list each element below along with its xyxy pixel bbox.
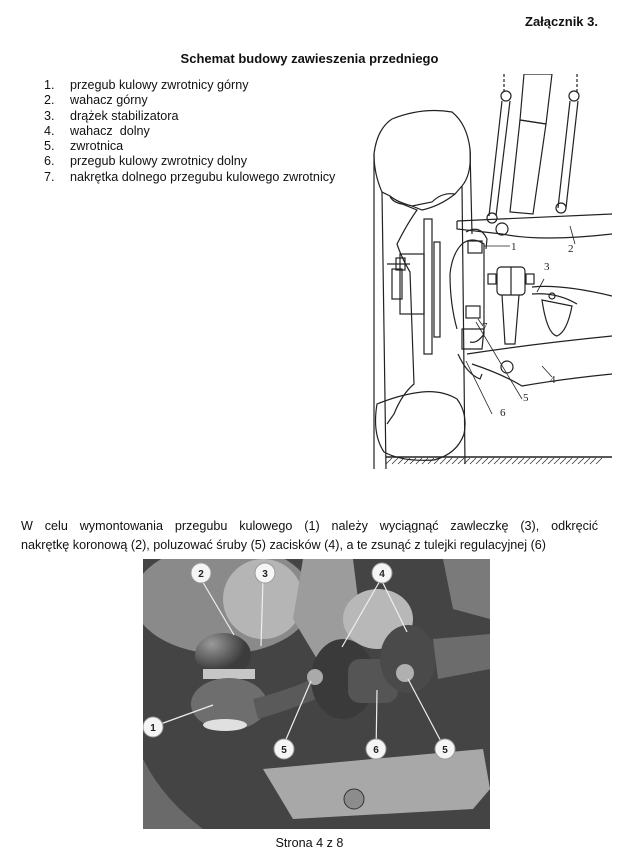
legend-item <box>44 139 335 154</box>
legend-number: 6. <box>44 154 55 169</box>
photo-callout-4: 4 <box>379 569 385 580</box>
suspension-diagram <box>362 74 612 469</box>
photo-callout-3: 3 <box>262 569 268 580</box>
steering-knuckle <box>450 240 484 379</box>
paragraph-line-2: nakrętkę koronową (2), poluzować śruby (5) zacisków (4), a te zsunąć z tulejki regulacyjnej (6) <box>21 538 546 552</box>
diagram-callout-6: 6 <box>500 407 506 419</box>
paragraph-line-1: W celu wymontowania przegubu kulowego (1) należy wyciągnąć zawleczkę (3), odkręcić <box>21 519 598 533</box>
photo-callout-2: 2 <box>198 569 204 580</box>
page-number: Strona 4 z 8 <box>275 836 344 850</box>
legend-label: nakrętka dolnego przegubu kulowego zwrotnicy <box>70 169 336 184</box>
upper-arm <box>457 214 612 249</box>
legend-number: 1. <box>44 78 55 92</box>
title-text: Schemat budowy zawieszenia przedniego <box>180 51 439 66</box>
ground-line <box>386 457 612 464</box>
diagram-callout-5: 5 <box>523 392 529 404</box>
diagram-callout-4: 4 <box>550 374 556 386</box>
legend-item <box>44 109 335 124</box>
legend-item <box>44 154 335 169</box>
legend-item <box>44 170 335 185</box>
photo-callout-5-left: 5 <box>281 745 287 756</box>
stabilizer-bar-link <box>488 267 612 344</box>
legend-number: 2. <box>44 93 55 108</box>
attachment-label: Załącznik 3. <box>525 14 598 29</box>
diagram-callout-7: 7 <box>482 321 488 333</box>
legend-number: 5. <box>44 139 55 154</box>
legend-label: zwrotnica <box>70 139 124 154</box>
legend-number: 7. <box>44 169 55 184</box>
legend-label: drążek stabilizatora <box>70 108 179 123</box>
legend-label: wahacz dolny <box>70 123 150 138</box>
parts-legend <box>44 78 335 185</box>
legend-label: przegub kulowy zwrotnicy dolny <box>70 154 248 169</box>
legend-item <box>44 78 335 93</box>
photo-callout-1: 1 <box>150 723 156 734</box>
legend-item <box>44 124 335 139</box>
diagram-callout-3: 3 <box>544 261 550 273</box>
diagram-callout-1: 1 <box>511 241 517 253</box>
tire <box>374 111 472 469</box>
legend-number: 3. <box>44 108 55 123</box>
photo-callout-6: 6 <box>373 745 379 756</box>
photo-clamp-right <box>380 625 436 693</box>
document-title <box>0 51 619 66</box>
legend-item <box>44 93 335 108</box>
diagram-callout-2: 2 <box>568 243 574 255</box>
legend-number: 4. <box>44 123 55 138</box>
legend-label: wahacz górny <box>70 93 148 108</box>
photo-callout-5-right: 5 <box>442 745 448 756</box>
shock-absorber <box>487 74 579 223</box>
ball-joint-photo <box>143 559 490 829</box>
instruction-paragraph <box>21 517 598 555</box>
hub-and-brake-disc <box>387 219 440 354</box>
legend-label: przegub kulowy zwrotnicy górny <box>70 78 249 92</box>
